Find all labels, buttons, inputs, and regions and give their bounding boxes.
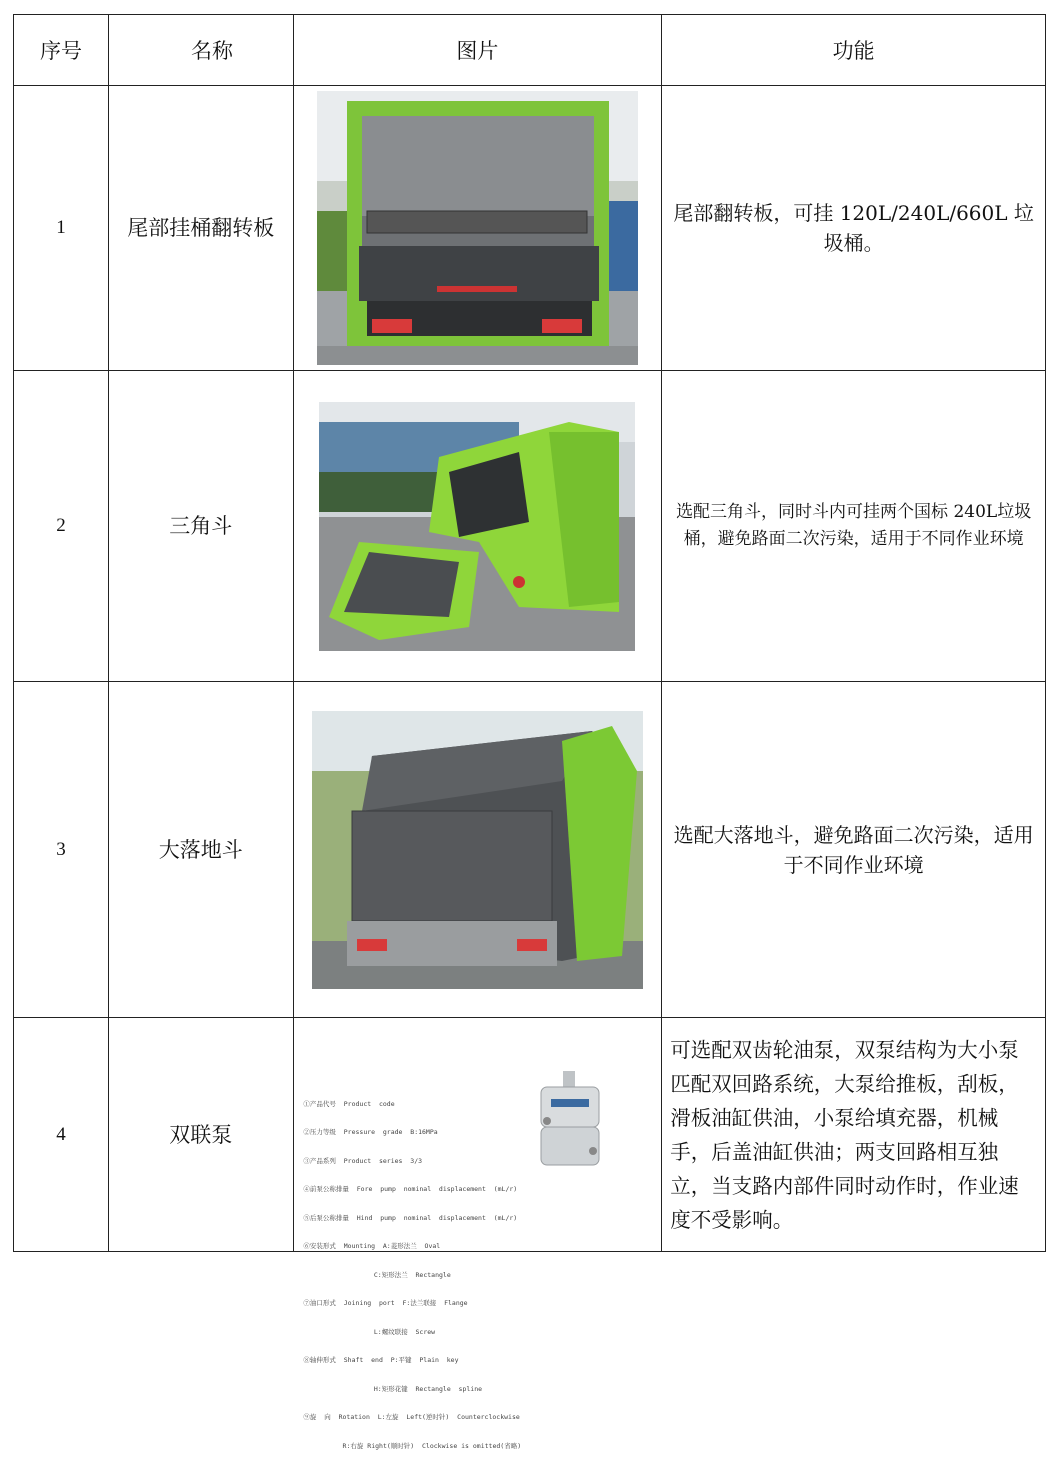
row-name: 三角斗 (108, 371, 293, 682)
row-number: 1 (14, 86, 109, 371)
row-number: 2 (14, 371, 109, 682)
table-row (14, 1018, 1046, 1252)
table-row (14, 86, 1046, 371)
row-image-cell (293, 86, 662, 371)
row-image-cell (293, 371, 662, 682)
row-name: 尾部挂桶翻转板 (108, 86, 293, 371)
pump-spec-line: ③产品系列 Product series 3/3 (303, 1157, 521, 1167)
pump-spec-line: C:矩形法兰 Rectangle (303, 1271, 521, 1281)
double-gear-pump-photo (297, 1025, 657, 1245)
row-function: 选配大落地斗，避免路面二次污染，适用于不同作业环境 (662, 682, 1046, 1018)
header-image: 图片 (293, 15, 662, 86)
header-name: 名称 (108, 15, 293, 86)
pump-spec-line: ⑤后泵公称排量 Hind pump nominal displacement (mL/r) (303, 1214, 521, 1224)
table-row (14, 371, 1046, 682)
pump-spec-line: R:右旋 Right(顺时针) Clockwise is omitted(省略) (303, 1442, 521, 1452)
spec-table (13, 14, 1046, 1252)
row-function: 可选配双齿轮油泵，双泵结构为大小泵匹配双回路系统，大泵给推板，刮板，滑板油缸供油，小泵给填充器，机械手，后盖油缸供油；两支回路相互独立，当支路内部件同时动作时，作业速度不受影响。 (662, 1018, 1046, 1252)
row-image-cell (293, 1018, 662, 1252)
pump-spec-line: ④前泵公称排量 Fore pump nominal displacement (mL/r) (303, 1185, 521, 1195)
rear-bin-lifter-photo (317, 91, 638, 365)
row-number: 3 (14, 682, 109, 1018)
pump-spec-line: L:螺纹联接 Screw (303, 1328, 521, 1338)
row-number: 4 (14, 1018, 109, 1252)
header-function: 功能 (662, 15, 1046, 86)
table-row (14, 682, 1046, 1018)
pump-spec-line: ⑧轴伸形式 Shaft end P:平键 Plain key (303, 1356, 521, 1366)
pump-spec-line: ⑦油口形式 Joining port F:法兰联接 Flange (303, 1299, 521, 1309)
row-name: 大落地斗 (108, 682, 293, 1018)
gear-pump-icon (533, 1071, 613, 1181)
row-function: 尾部翻转板，可挂 120L/240L/660L 垃圾桶。 (662, 86, 1046, 371)
row-function: 选配三角斗，同时斗内可挂两个国标 240L垃圾桶，避免路面二次污染，适用于不同作业环境 (662, 371, 1046, 682)
pump-spec-line: ⑥安装形式 Mounting A:菱形法兰 Oval (303, 1242, 521, 1252)
pump-spec-line: ⑨旋 向 Rotation L:左旋 Left(逆时针) Counterclockwise (303, 1413, 521, 1423)
pump-spec-list (303, 1081, 521, 1470)
triangle-hopper-photo (319, 402, 635, 651)
row-name: 双联泵 (108, 1018, 293, 1252)
row-image-cell (293, 682, 662, 1018)
large-ground-hopper-photo (312, 711, 643, 989)
pump-spec-line: ②压力等级 Pressure grade B:16MPa (303, 1128, 521, 1138)
header-no: 序号 (14, 15, 109, 86)
pump-spec-line: H:矩形花键 Rectangle spline (303, 1385, 521, 1395)
pump-spec-line: ①产品代号 Product code (303, 1100, 521, 1110)
header-row (14, 15, 1046, 86)
